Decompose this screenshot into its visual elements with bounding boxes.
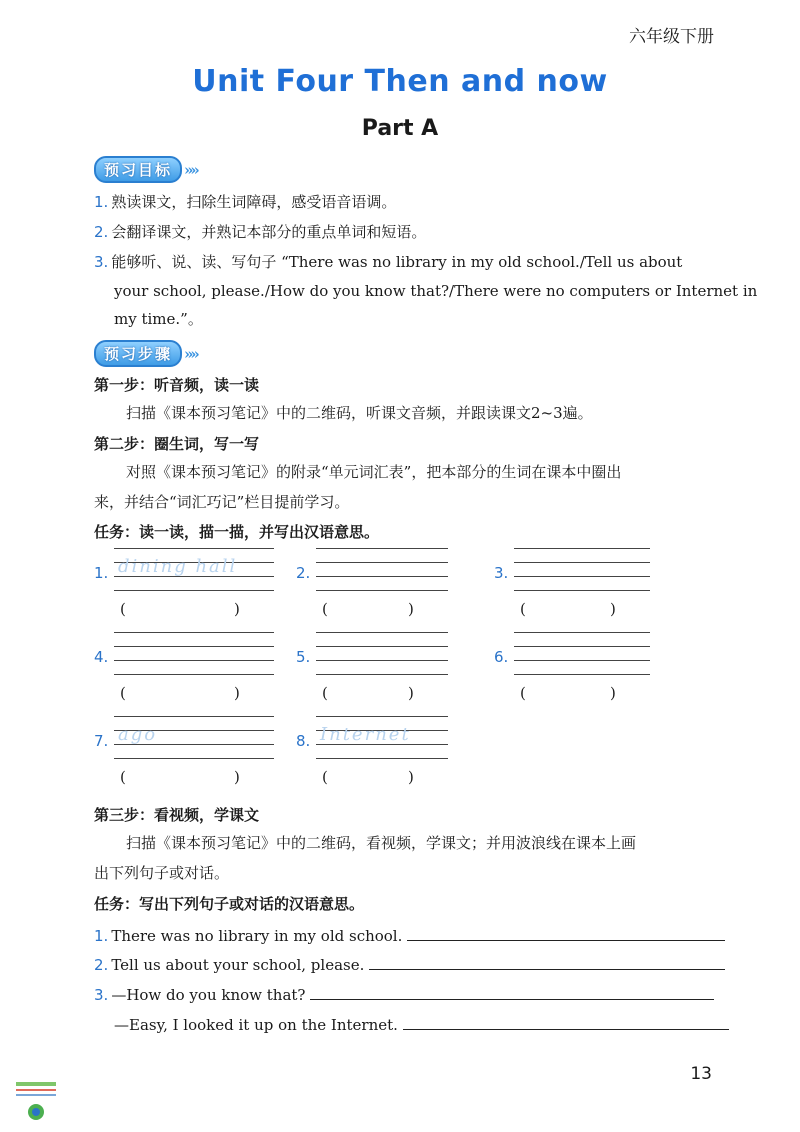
writing-guide-line — [514, 576, 650, 577]
writing-guide-line — [316, 576, 448, 577]
goal-item — [94, 218, 426, 246]
part-title: Part A — [361, 116, 439, 141]
writing-guide-line — [114, 548, 274, 549]
sentence-number: 2. — [94, 956, 109, 974]
writing-guide-line — [114, 674, 274, 675]
step1-title: 第一步：听音频，读一读 — [94, 376, 260, 394]
vocab-number: 8. — [296, 732, 311, 750]
steps-label: 预习步骤 — [94, 340, 182, 367]
vocab-number: 7. — [94, 732, 109, 750]
paren-open: ( — [120, 684, 126, 702]
writing-guide-line — [316, 562, 448, 563]
meaning-input[interactable] — [534, 686, 600, 704]
meaning-input[interactable] — [336, 686, 398, 704]
paren-open: ( — [120, 768, 126, 786]
meaning-input[interactable] — [134, 770, 224, 788]
paren-close: ) — [408, 684, 414, 702]
sentence-row — [94, 922, 714, 950]
writing-guide-line — [514, 590, 650, 591]
paren-close: ) — [234, 600, 240, 618]
sentence-row — [114, 1011, 714, 1039]
answer-line[interactable] — [403, 1014, 729, 1030]
paren-open: ( — [520, 600, 526, 618]
writing-guide-line — [514, 548, 650, 549]
writing-guide-line — [514, 660, 650, 661]
grade-label: 六年级下册 — [629, 27, 714, 47]
meaning-input[interactable] — [336, 770, 398, 788]
unit-title: Unit Four Then and now — [192, 64, 608, 99]
writing-guide-line — [316, 632, 448, 633]
step1-text: 扫描《课本预习笔记》中的二维码，听课文音频，并跟读课文2~3遍。 — [126, 404, 593, 422]
step2-text-cont: 来，并结合“词汇巧记”栏目提前学习。 — [94, 493, 350, 511]
writing-guide-line — [114, 660, 274, 661]
paren-open: ( — [322, 684, 328, 702]
sentence-number: 3. — [94, 986, 109, 1004]
goal-text: 熟读课文，扫除生词障碍，感受语音语调。 — [111, 193, 397, 211]
writing-guide-line — [114, 716, 274, 717]
sentence-text: There was no library in my old school. — [111, 927, 403, 945]
paren-open: ( — [520, 684, 526, 702]
traced-word[interactable]: Internet — [320, 724, 411, 745]
step3-title: 第三步：看视频，学课文 — [94, 806, 260, 824]
paren-open: ( — [120, 600, 126, 618]
goal-number: 3. — [94, 253, 109, 271]
step3-text-cont: 出下列句子或对话。 — [94, 864, 230, 882]
sentence-row — [94, 981, 714, 1009]
goal-number: 2. — [94, 223, 109, 241]
writing-guide-line — [316, 646, 448, 647]
sentence-row — [94, 951, 714, 979]
meaning-input[interactable] — [534, 602, 600, 620]
writing-guide-line — [114, 590, 274, 591]
writing-guide-line — [316, 548, 448, 549]
writing-guide-line — [514, 674, 650, 675]
sentence-text: Tell us about your school, please. — [111, 956, 365, 974]
answer-line[interactable] — [407, 925, 725, 941]
writing-guide-line — [514, 646, 650, 647]
writing-guide-line — [514, 562, 650, 563]
vocab-number: 5. — [296, 648, 311, 666]
goal-text-cont: my time.”。 — [114, 310, 203, 328]
writing-guide-line — [514, 632, 650, 633]
paren-close: ) — [234, 768, 240, 786]
goal-item — [94, 248, 682, 276]
paren-close: ) — [408, 768, 414, 786]
vocab-number: 1. — [94, 564, 109, 582]
page-number: 13 — [690, 1064, 712, 1084]
steps-tag — [94, 340, 197, 367]
writing-guide-line — [316, 590, 448, 591]
writing-guide-line — [114, 758, 274, 759]
goal-item — [94, 188, 396, 216]
paren-open: ( — [322, 768, 328, 786]
sentence-number: 1. — [94, 927, 109, 945]
writing-guide-line — [316, 674, 448, 675]
step3-text: 扫描《课本预习笔记》中的二维码，看视频，学课文；并用波浪线在课本上画 — [126, 834, 637, 852]
meaning-input[interactable] — [134, 686, 224, 704]
paren-close: ) — [610, 600, 616, 618]
answer-line[interactable] — [310, 984, 714, 1000]
paren-open: ( — [322, 600, 328, 618]
writing-guide-line — [316, 716, 448, 717]
answer-line[interactable] — [369, 954, 725, 970]
step2-text: 对照《课本预习笔记》的附录“单元词汇表”，把本部分的生词在课本中圈出 — [126, 463, 622, 481]
goal-text: 会翻译课文，并熟记本部分的重点单词和短语。 — [111, 223, 427, 241]
goal-text: 能够听、说、读、写句子 “There was no library in my old school./Tell us about — [111, 253, 683, 271]
step2-task: 任务：读一读，描一描，并写出汉语意思。 — [94, 523, 380, 541]
paren-close: ) — [408, 600, 414, 618]
traced-word[interactable]: ago — [118, 724, 158, 745]
step2-title: 第二步：圈生词，写一写 — [94, 435, 260, 453]
vocab-number: 4. — [94, 648, 109, 666]
vocab-number: 2. — [296, 564, 311, 582]
goals-label: 预习目标 — [94, 156, 182, 183]
paren-close: ) — [234, 684, 240, 702]
goals-tag — [94, 156, 197, 183]
writing-guide-line — [114, 646, 274, 647]
writing-guide-line — [114, 632, 274, 633]
writing-guide-line — [316, 758, 448, 759]
chevron-right-icon: »» — [184, 344, 197, 363]
chevron-right-icon: »» — [184, 160, 197, 179]
sentence-text: —Easy, I looked it up on the Internet. — [114, 1016, 398, 1034]
writing-guide-line — [316, 660, 448, 661]
meaning-input[interactable] — [134, 602, 224, 620]
goal-text-cont: your school, please./How do you know that?/There were no computers or Internet in — [114, 282, 758, 300]
goal-number: 1. — [94, 193, 109, 211]
vocab-number: 6. — [494, 648, 509, 666]
step3-task: 任务：写出下列句子或对话的汉语意思。 — [94, 895, 365, 913]
publisher-logo-icon — [14, 1080, 58, 1124]
traced-word[interactable]: dining hall — [118, 556, 238, 577]
paren-close: ) — [610, 684, 616, 702]
sentence-text: —How do you know that? — [111, 986, 306, 1004]
vocab-number: 3. — [494, 564, 509, 582]
meaning-input[interactable] — [336, 602, 398, 620]
